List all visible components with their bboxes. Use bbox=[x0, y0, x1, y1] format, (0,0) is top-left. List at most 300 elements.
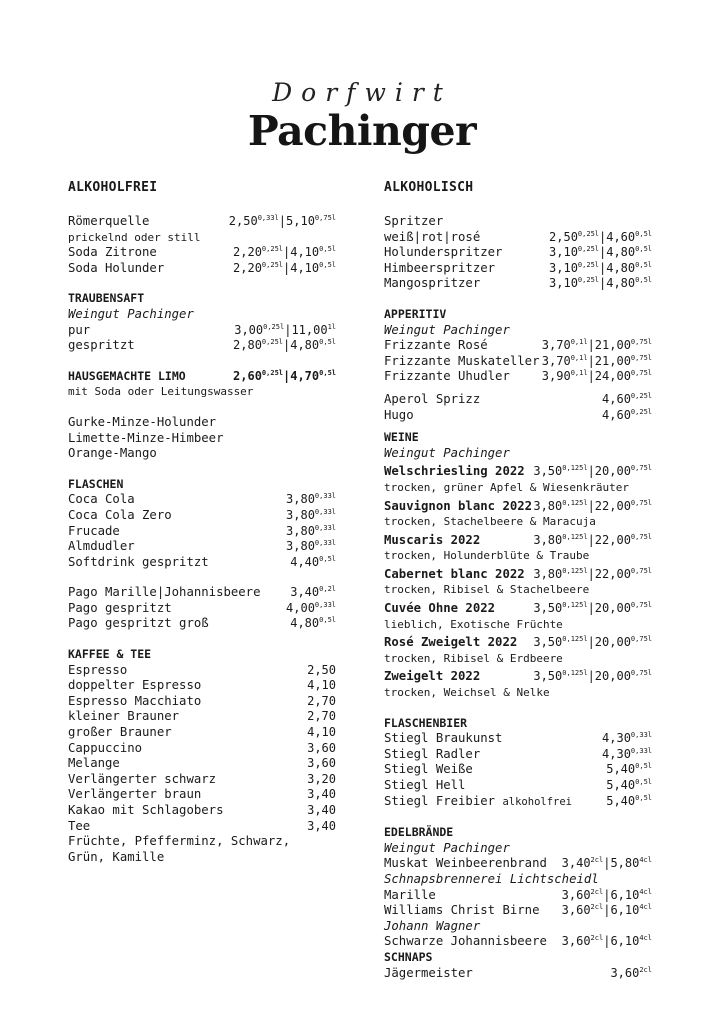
price-value: 3,80 bbox=[286, 492, 315, 507]
menu-item bbox=[68, 585, 336, 601]
menu-section bbox=[68, 214, 336, 276]
price-unit: 0,75l bbox=[630, 669, 652, 678]
price-unit: 0,1l bbox=[570, 369, 588, 378]
item-name: Limette-Minze-Himbeer bbox=[68, 430, 224, 445]
item-name: Pago gespritzt bbox=[68, 600, 172, 615]
price-value: 5,40 bbox=[606, 762, 636, 777]
item-name: Softdrink gespritzt bbox=[68, 554, 209, 569]
price-value: 3,40 bbox=[307, 787, 336, 802]
section-heading-label: SCHNAPS bbox=[384, 949, 433, 964]
price-unit: 0,33l bbox=[314, 507, 336, 516]
menu-item bbox=[68, 214, 336, 230]
price-value: 4,30 bbox=[602, 731, 631, 746]
item-price bbox=[307, 819, 336, 835]
item-name: Soda Zitrone bbox=[68, 245, 157, 260]
price-unit: 0,5l bbox=[635, 762, 652, 771]
price-value: 5,80 bbox=[610, 856, 640, 871]
item-price: $3,60^{2cl}|6,10^{4cl}$ bbox=[561, 887, 652, 902]
price-value: 3,80 bbox=[533, 498, 563, 513]
menu-item bbox=[68, 756, 336, 772]
price-unit: 0,25l bbox=[577, 260, 599, 269]
item-description: trocken, grüner Apfel & Wiesenkräuter bbox=[384, 480, 630, 494]
item-name: Welschriesling 2022 bbox=[384, 464, 525, 479]
menu-item bbox=[384, 888, 652, 904]
item-name: Coca Cola Zero bbox=[68, 507, 172, 522]
section-heading bbox=[384, 716, 652, 732]
price-value: 2,50 bbox=[549, 229, 578, 244]
price-unit: 0,75l bbox=[630, 532, 652, 541]
item-name: Grün, Kamille bbox=[68, 849, 165, 864]
menu-item bbox=[68, 601, 336, 617]
item-price bbox=[307, 678, 336, 694]
item-name: Römerquelle bbox=[68, 214, 150, 228]
price-unit: 0,25l bbox=[630, 407, 652, 416]
item-price bbox=[307, 772, 336, 788]
menu-item bbox=[68, 787, 336, 803]
item-name: Tee bbox=[68, 818, 91, 833]
item-name: Hugo bbox=[384, 407, 414, 422]
price-unit: 0,25l bbox=[577, 229, 599, 238]
price-value: 3,10 bbox=[549, 245, 578, 260]
menu-item bbox=[68, 663, 336, 679]
menu-section bbox=[68, 415, 336, 462]
price-value: 21,00 bbox=[594, 353, 631, 368]
price-value: 3,60 bbox=[307, 740, 336, 755]
price-unit: 0,2l bbox=[319, 585, 336, 594]
menu-item bbox=[384, 747, 652, 763]
price-value: 20,00 bbox=[594, 635, 631, 650]
section-heading-label: KAFFEE & TEE bbox=[68, 647, 152, 662]
item-name: Frizzante Uhudler bbox=[384, 369, 510, 384]
price-value: 24,00 bbox=[594, 369, 631, 384]
menu-item bbox=[384, 966, 652, 982]
section-heading bbox=[68, 291, 336, 307]
item-price: $3,10^{0,25l}|4,80^{0,5l}$ bbox=[549, 276, 652, 291]
item-name: Frizzante Rosé bbox=[384, 338, 488, 353]
menu-item bbox=[68, 245, 336, 261]
price-unit: 2cl bbox=[590, 887, 604, 896]
item-name: Almdudler bbox=[68, 539, 135, 554]
item-price bbox=[286, 601, 336, 617]
item-price: $3,80^{0,125l}|22,00^{0,75l}$ bbox=[533, 532, 652, 547]
item-price: $3,50^{0,125l}|20,00^{0,75l}$ bbox=[533, 464, 652, 479]
menu-item bbox=[68, 616, 336, 632]
section-heading bbox=[68, 647, 336, 663]
price-value: 4,10 bbox=[290, 245, 320, 260]
menu-item bbox=[68, 741, 336, 757]
price-value: 2,20 bbox=[233, 245, 262, 260]
price-unit: 2cl bbox=[590, 856, 604, 865]
item-price bbox=[307, 741, 336, 757]
item-price: $3,60^{2cl}|6,10^{4cl}$ bbox=[561, 934, 652, 949]
item-name: Spritzer bbox=[384, 214, 444, 228]
price-value: 3,00 bbox=[234, 322, 264, 337]
item-name: kleiner Brauner bbox=[68, 709, 180, 724]
price-value: 4,00 bbox=[286, 600, 315, 615]
price-value: 5,40 bbox=[606, 793, 636, 808]
price-value: 4,70 bbox=[290, 368, 320, 383]
menu-item bbox=[384, 276, 652, 292]
price-unit: 0,5l bbox=[319, 616, 336, 625]
price-value: 3,10 bbox=[549, 276, 578, 291]
item-price bbox=[606, 762, 652, 778]
item-name: Pago gespritzt groß bbox=[68, 616, 209, 631]
price-unit: 0,75l bbox=[630, 601, 652, 610]
menu-item bbox=[68, 709, 336, 725]
price-unit: 0,75l bbox=[630, 338, 652, 347]
section-heading bbox=[384, 307, 652, 323]
menu-section bbox=[68, 369, 336, 400]
section-heading-label: TRAUBENSAFT bbox=[68, 291, 145, 306]
menu-item bbox=[68, 678, 336, 694]
price-unit: 0,25l bbox=[263, 322, 285, 331]
price-value: 6,10 bbox=[610, 934, 640, 949]
price-value: 3,40 bbox=[561, 856, 591, 871]
menu-section bbox=[68, 477, 336, 571]
price-value: 4,60 bbox=[602, 391, 631, 406]
menu-item bbox=[68, 725, 336, 741]
item-price bbox=[602, 408, 652, 424]
item-name: Aperol Sprizz bbox=[384, 391, 481, 406]
price-value: 3,80 bbox=[533, 532, 563, 547]
price-unit: 0,1l bbox=[570, 353, 588, 362]
price-unit: 0,125l bbox=[562, 532, 588, 541]
menu-item bbox=[68, 323, 336, 339]
item-name: Cappuccino bbox=[68, 740, 143, 755]
price-value: 21,00 bbox=[594, 338, 631, 353]
price-unit: 0,5l bbox=[635, 793, 652, 802]
item-name: Stiegl Weiße bbox=[384, 762, 473, 777]
price-value: 5,10 bbox=[286, 214, 315, 228]
item-name: Jägermeister bbox=[384, 965, 473, 980]
price-value: 3,70 bbox=[541, 353, 571, 368]
item-name: gespritzt bbox=[68, 338, 135, 353]
item-price bbox=[602, 747, 652, 763]
price-value: 4,80 bbox=[290, 338, 320, 353]
item-price: $3,80^{0,125l}|22,00^{0,75l}$ bbox=[533, 498, 652, 513]
price-unit: 0,5l bbox=[319, 368, 336, 377]
item-price bbox=[606, 778, 652, 794]
price-unit: 0,33l bbox=[314, 523, 336, 532]
item-name: großer Brauner bbox=[68, 725, 172, 740]
price-value: 20,00 bbox=[594, 669, 631, 684]
item-price bbox=[602, 392, 652, 408]
menu-item bbox=[384, 856, 652, 872]
price-unit: 0,33l bbox=[314, 600, 336, 609]
menu-section bbox=[384, 430, 652, 701]
item-name: Orange-Mango bbox=[68, 446, 157, 461]
price-unit: 0,5l bbox=[635, 260, 652, 269]
menu-item bbox=[384, 669, 652, 685]
menu-section bbox=[384, 825, 652, 981]
price-value: 3,60 bbox=[561, 934, 591, 949]
price-value: 4,10 bbox=[307, 725, 336, 740]
menu-section bbox=[68, 291, 336, 353]
item-name: pur bbox=[68, 322, 91, 337]
section-heading-label: FLASCHENBIER bbox=[384, 715, 468, 730]
menu-item bbox=[68, 834, 336, 850]
price-unit: 0,33l bbox=[630, 746, 652, 755]
section-heading-label: FLASCHEN bbox=[68, 476, 124, 491]
price-value: 4,80 bbox=[290, 616, 320, 631]
price-value: 3,80 bbox=[533, 566, 563, 581]
price-unit: 0,5l bbox=[319, 260, 336, 269]
price-unit: 4cl bbox=[639, 934, 652, 943]
price-value: 2,70 bbox=[307, 709, 336, 724]
price-value: 3,90 bbox=[541, 369, 571, 384]
menu-item bbox=[68, 819, 336, 835]
menu-section bbox=[384, 392, 652, 423]
price-value: 3,50 bbox=[533, 669, 563, 684]
section-heading bbox=[384, 430, 652, 446]
item-description: trocken, Weichsel & Nelke bbox=[384, 686, 550, 700]
menu-item bbox=[384, 338, 652, 354]
item-name: Pago Marille|Johannisbeere bbox=[68, 585, 261, 600]
price-unit: 0,25l bbox=[261, 368, 283, 377]
column-alkoholisch bbox=[384, 180, 652, 996]
price-value: 4,60 bbox=[602, 407, 631, 422]
item-price bbox=[602, 731, 652, 747]
price-unit: 0,75l bbox=[630, 464, 652, 473]
item-name: Mangospritzer bbox=[384, 276, 481, 291]
price-value: 6,10 bbox=[610, 903, 640, 918]
price-unit: 4cl bbox=[639, 856, 652, 865]
item-name: Espresso Macchiato bbox=[68, 693, 202, 708]
menu-section bbox=[384, 716, 652, 811]
item-price bbox=[290, 555, 336, 571]
section-heading bbox=[68, 369, 336, 385]
price-unit: 4cl bbox=[639, 887, 652, 896]
menu-sections bbox=[384, 214, 652, 981]
price-value: 22,00 bbox=[594, 566, 631, 581]
price-unit: 0,33l bbox=[314, 492, 336, 501]
menu-item bbox=[68, 431, 336, 447]
item-price: $3,80^{0,125l}|22,00^{0,75l}$ bbox=[533, 566, 652, 581]
price-unit: 0,33l bbox=[257, 214, 279, 222]
logo-script-text: Dorfwirt bbox=[272, 78, 452, 107]
price-unit: 2cl bbox=[639, 965, 652, 974]
item-name: Stiegl Radler bbox=[384, 746, 481, 761]
item-price: $3,10^{0,25l}|4,80^{0,5l}$ bbox=[549, 260, 652, 275]
item-price bbox=[610, 966, 652, 982]
price-value: 5,40 bbox=[606, 778, 636, 792]
item-price: $2,60^{0,25l}|4,70^{0,5l}$ bbox=[233, 368, 336, 383]
item-extra: alkoholfrei bbox=[502, 795, 573, 808]
column-title: ALKOHOLFREI bbox=[68, 180, 158, 195]
menu-item bbox=[384, 731, 652, 747]
price-value: 3,70 bbox=[541, 338, 571, 353]
menu-item bbox=[384, 567, 652, 583]
price-unit: 0,33l bbox=[630, 731, 652, 740]
item-name: Verlängerter schwarz bbox=[68, 771, 217, 786]
price-unit: 0,125l bbox=[562, 498, 588, 507]
item-name: Muskat Weinbeerenbrand bbox=[384, 856, 547, 871]
item-price bbox=[606, 794, 652, 810]
item-name: Himbeerspritzer bbox=[384, 260, 496, 275]
price-value: 3,40 bbox=[307, 818, 336, 833]
item-description: prickelnd oder still bbox=[68, 230, 201, 244]
price-value: 3,80 bbox=[286, 539, 315, 554]
price-unit: 0,1l bbox=[570, 338, 588, 347]
price-value: 20,00 bbox=[594, 464, 631, 479]
price-unit: 2cl bbox=[590, 903, 604, 912]
item-name: Frizzante Muskateller bbox=[384, 353, 540, 368]
item-price: $3,50^{0,125l}|20,00^{0,75l}$ bbox=[533, 635, 652, 650]
menu-item bbox=[68, 772, 336, 788]
price-unit: 2cl bbox=[590, 934, 604, 943]
item-description: trocken, Holunderblüte & Traube bbox=[384, 549, 590, 563]
price-value: 3,20 bbox=[307, 771, 336, 786]
price-unit: 0,5l bbox=[635, 229, 652, 238]
item-price: $3,70^{0,1l}|21,00^{0,75l}$ bbox=[541, 338, 652, 353]
item-name: Zweigelt 2022 bbox=[384, 669, 481, 684]
price-value: 4,80 bbox=[606, 276, 636, 291]
item-description: trocken, Ribisel & Stachelbeere bbox=[384, 583, 590, 597]
menu-item bbox=[68, 492, 336, 508]
item-name: Espresso bbox=[68, 662, 128, 677]
item-name: Rosé Zweigelt 2022 bbox=[384, 635, 518, 650]
menu-section bbox=[68, 647, 336, 865]
item-name: Marille bbox=[384, 887, 436, 902]
item-price bbox=[307, 756, 336, 772]
item-description: lieblich, Exotische Früchte bbox=[384, 617, 563, 631]
section-heading bbox=[384, 825, 652, 841]
item-description: mit Soda oder Leitungswasser bbox=[68, 385, 254, 399]
item-price bbox=[286, 524, 336, 540]
menu-item bbox=[68, 555, 336, 571]
menu-item bbox=[68, 261, 336, 277]
producer-name: Schnapsbrennerei Lichtscheidl bbox=[384, 871, 599, 886]
producer-name: Weingut Pachinger bbox=[68, 306, 194, 321]
price-unit: 0,75l bbox=[630, 353, 652, 362]
price-value: 3,50 bbox=[533, 464, 563, 479]
price-unit: 0,33l bbox=[314, 539, 336, 548]
price-value: 3,60 bbox=[561, 903, 591, 918]
menu-item bbox=[68, 415, 336, 431]
column-title: ALKOHOLISCH bbox=[384, 180, 474, 195]
price-unit: 1l bbox=[327, 322, 336, 331]
price-value: 11,00 bbox=[291, 322, 328, 337]
section-heading bbox=[68, 477, 336, 493]
price-unit: 0,75l bbox=[630, 566, 652, 575]
menu-sections bbox=[68, 214, 336, 865]
price-unit: 0,125l bbox=[562, 566, 588, 575]
item-price: $3,50^{0,125l}|20,00^{0,75l}$ bbox=[533, 601, 652, 616]
menu-item bbox=[384, 601, 652, 617]
price-unit: 0,75l bbox=[630, 498, 652, 507]
item-name: Muscaris 2022 bbox=[384, 532, 481, 547]
menu-item bbox=[384, 369, 652, 385]
item-price bbox=[307, 803, 336, 819]
menu-item bbox=[68, 446, 336, 462]
price-unit: 0,25l bbox=[630, 391, 652, 400]
price-unit: 0,25l bbox=[261, 338, 283, 347]
menu-item bbox=[384, 533, 652, 549]
item-name: Verlängerter braun bbox=[68, 787, 202, 802]
price-value: 4,10 bbox=[307, 678, 336, 693]
item-price: $3,00^{0,25l}|11,00^{1l}$ bbox=[234, 322, 336, 337]
menu-item bbox=[68, 850, 336, 866]
item-description: trocken, Ribisel & Erdbeere bbox=[384, 651, 563, 665]
price-unit: 4cl bbox=[639, 903, 652, 912]
item-name: Stiegl Freibier alkoholfrei bbox=[384, 793, 573, 808]
price-unit: 0,5l bbox=[319, 338, 336, 347]
item-price: $2,20^{0,25l}|4,10^{0,5l}$ bbox=[233, 260, 336, 275]
menu-section bbox=[384, 214, 652, 292]
item-price: $2,50^{0,25l}|4,60^{0,5l}$ bbox=[549, 229, 652, 244]
menu-item bbox=[384, 408, 652, 424]
producer-name: Johann Wagner bbox=[384, 918, 481, 933]
price-value: 2,70 bbox=[307, 693, 336, 708]
item-price: $3,90^{0,1l}|24,00^{0,75l}$ bbox=[541, 369, 652, 384]
item-price bbox=[286, 539, 336, 555]
price-value: 4,60 bbox=[606, 229, 636, 244]
item-name: Coca Cola bbox=[68, 492, 135, 507]
item-price: $3,10^{0,25l}|4,80^{0,5l}$ bbox=[549, 245, 652, 260]
item-name: Frucade bbox=[68, 523, 120, 538]
section-heading-label: EDELBRÄNDE bbox=[384, 825, 454, 840]
section-heading-label: HAUSGEMACHTE LIMO bbox=[68, 368, 186, 383]
menu-item bbox=[384, 214, 652, 230]
menu-item bbox=[384, 934, 652, 950]
menu-item bbox=[384, 635, 652, 651]
price-value: 3,60 bbox=[610, 965, 640, 980]
price-value: 3,60 bbox=[561, 887, 591, 902]
item-price: $3,60^{2cl}|6,10^{4cl}$ bbox=[561, 903, 652, 918]
menu-item bbox=[384, 245, 652, 261]
price-value: 3,40 bbox=[290, 585, 320, 600]
price-unit: 0,5l bbox=[319, 554, 336, 563]
menu-item bbox=[384, 392, 652, 408]
item-price: $3,50^{0,125l}|20,00^{0,75l}$ bbox=[533, 669, 652, 684]
menu-item bbox=[68, 508, 336, 524]
item-name: Williams Christ Birne bbox=[384, 903, 540, 918]
item-price: $3,70^{0,1l}|21,00^{0,75l}$ bbox=[541, 353, 652, 368]
price-value: 4,40 bbox=[290, 554, 320, 569]
price-value: 6,10 bbox=[610, 887, 640, 902]
item-price bbox=[307, 725, 336, 741]
price-unit: 0,75l bbox=[630, 369, 652, 378]
price-value: 3,10 bbox=[549, 260, 578, 275]
price-value: 2,20 bbox=[233, 260, 262, 275]
item-price bbox=[286, 508, 336, 524]
price-unit: 0,5l bbox=[319, 245, 336, 254]
item-price bbox=[307, 709, 336, 725]
item-name: Gurke-Minze-Holunder bbox=[68, 414, 217, 429]
price-value: 3,80 bbox=[286, 523, 315, 538]
menu-item bbox=[384, 499, 652, 515]
menu-item bbox=[384, 778, 652, 794]
item-name: Melange bbox=[68, 756, 120, 771]
price-unit: 0,5l bbox=[635, 245, 652, 254]
menu-item bbox=[384, 354, 652, 370]
price-unit: 0,25l bbox=[577, 245, 599, 254]
menu-section bbox=[384, 307, 652, 385]
item-name: Früchte, Pfefferminz, Schwarz, bbox=[68, 834, 291, 849]
price-value: 4,80 bbox=[606, 245, 636, 260]
section-heading-label: APPERITIV bbox=[384, 306, 447, 321]
section-heading bbox=[384, 950, 652, 966]
menu-item bbox=[384, 794, 652, 811]
price-value: 4,30 bbox=[602, 746, 631, 761]
item-name: Kakao mit Schlagobers bbox=[68, 803, 224, 817]
item-price bbox=[307, 663, 336, 679]
item-name: Stiegl Braukunst bbox=[384, 731, 503, 746]
menu-item bbox=[68, 539, 336, 555]
price-unit: 0,75l bbox=[314, 214, 336, 222]
price-unit: 0,125l bbox=[562, 464, 588, 473]
price-unit: 0,125l bbox=[562, 601, 588, 610]
